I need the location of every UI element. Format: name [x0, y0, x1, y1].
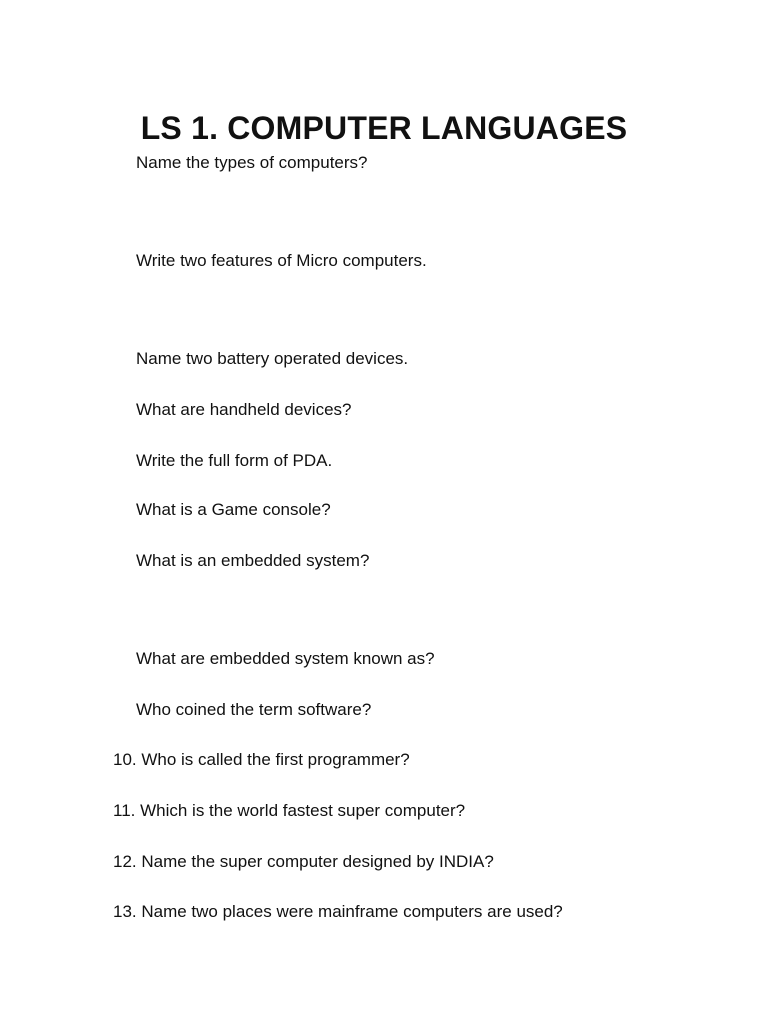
question-item: Name two battery operated devices.	[136, 349, 409, 368]
question-item: 12. Name the super computer designed by INDIA?	[113, 852, 494, 871]
question-item: What are handheld devices?	[136, 400, 352, 419]
question-item: What is an embedded system?	[136, 551, 370, 570]
question-item: Write the full form of PDA.	[136, 451, 333, 470]
question-item: What are embedded system known as?	[136, 649, 435, 668]
page-title-text: LS 1. COMPUTER LANGUAGES	[140, 110, 628, 146]
question-item: What is a Game console?	[136, 500, 331, 519]
question-item: 11. Which is the world fastest super computer?	[113, 801, 466, 820]
question-item: Who coined the term software?	[136, 700, 372, 719]
question-item: 13. Name two places were mainframe computers are used?	[113, 902, 563, 921]
question-item: Write two features of Micro computers.	[136, 251, 427, 270]
page-title	[0, 106, 768, 150]
question-item: 10. Who is called the first programmer?	[113, 750, 410, 769]
question-item: Name the types of computers?	[136, 153, 368, 172]
